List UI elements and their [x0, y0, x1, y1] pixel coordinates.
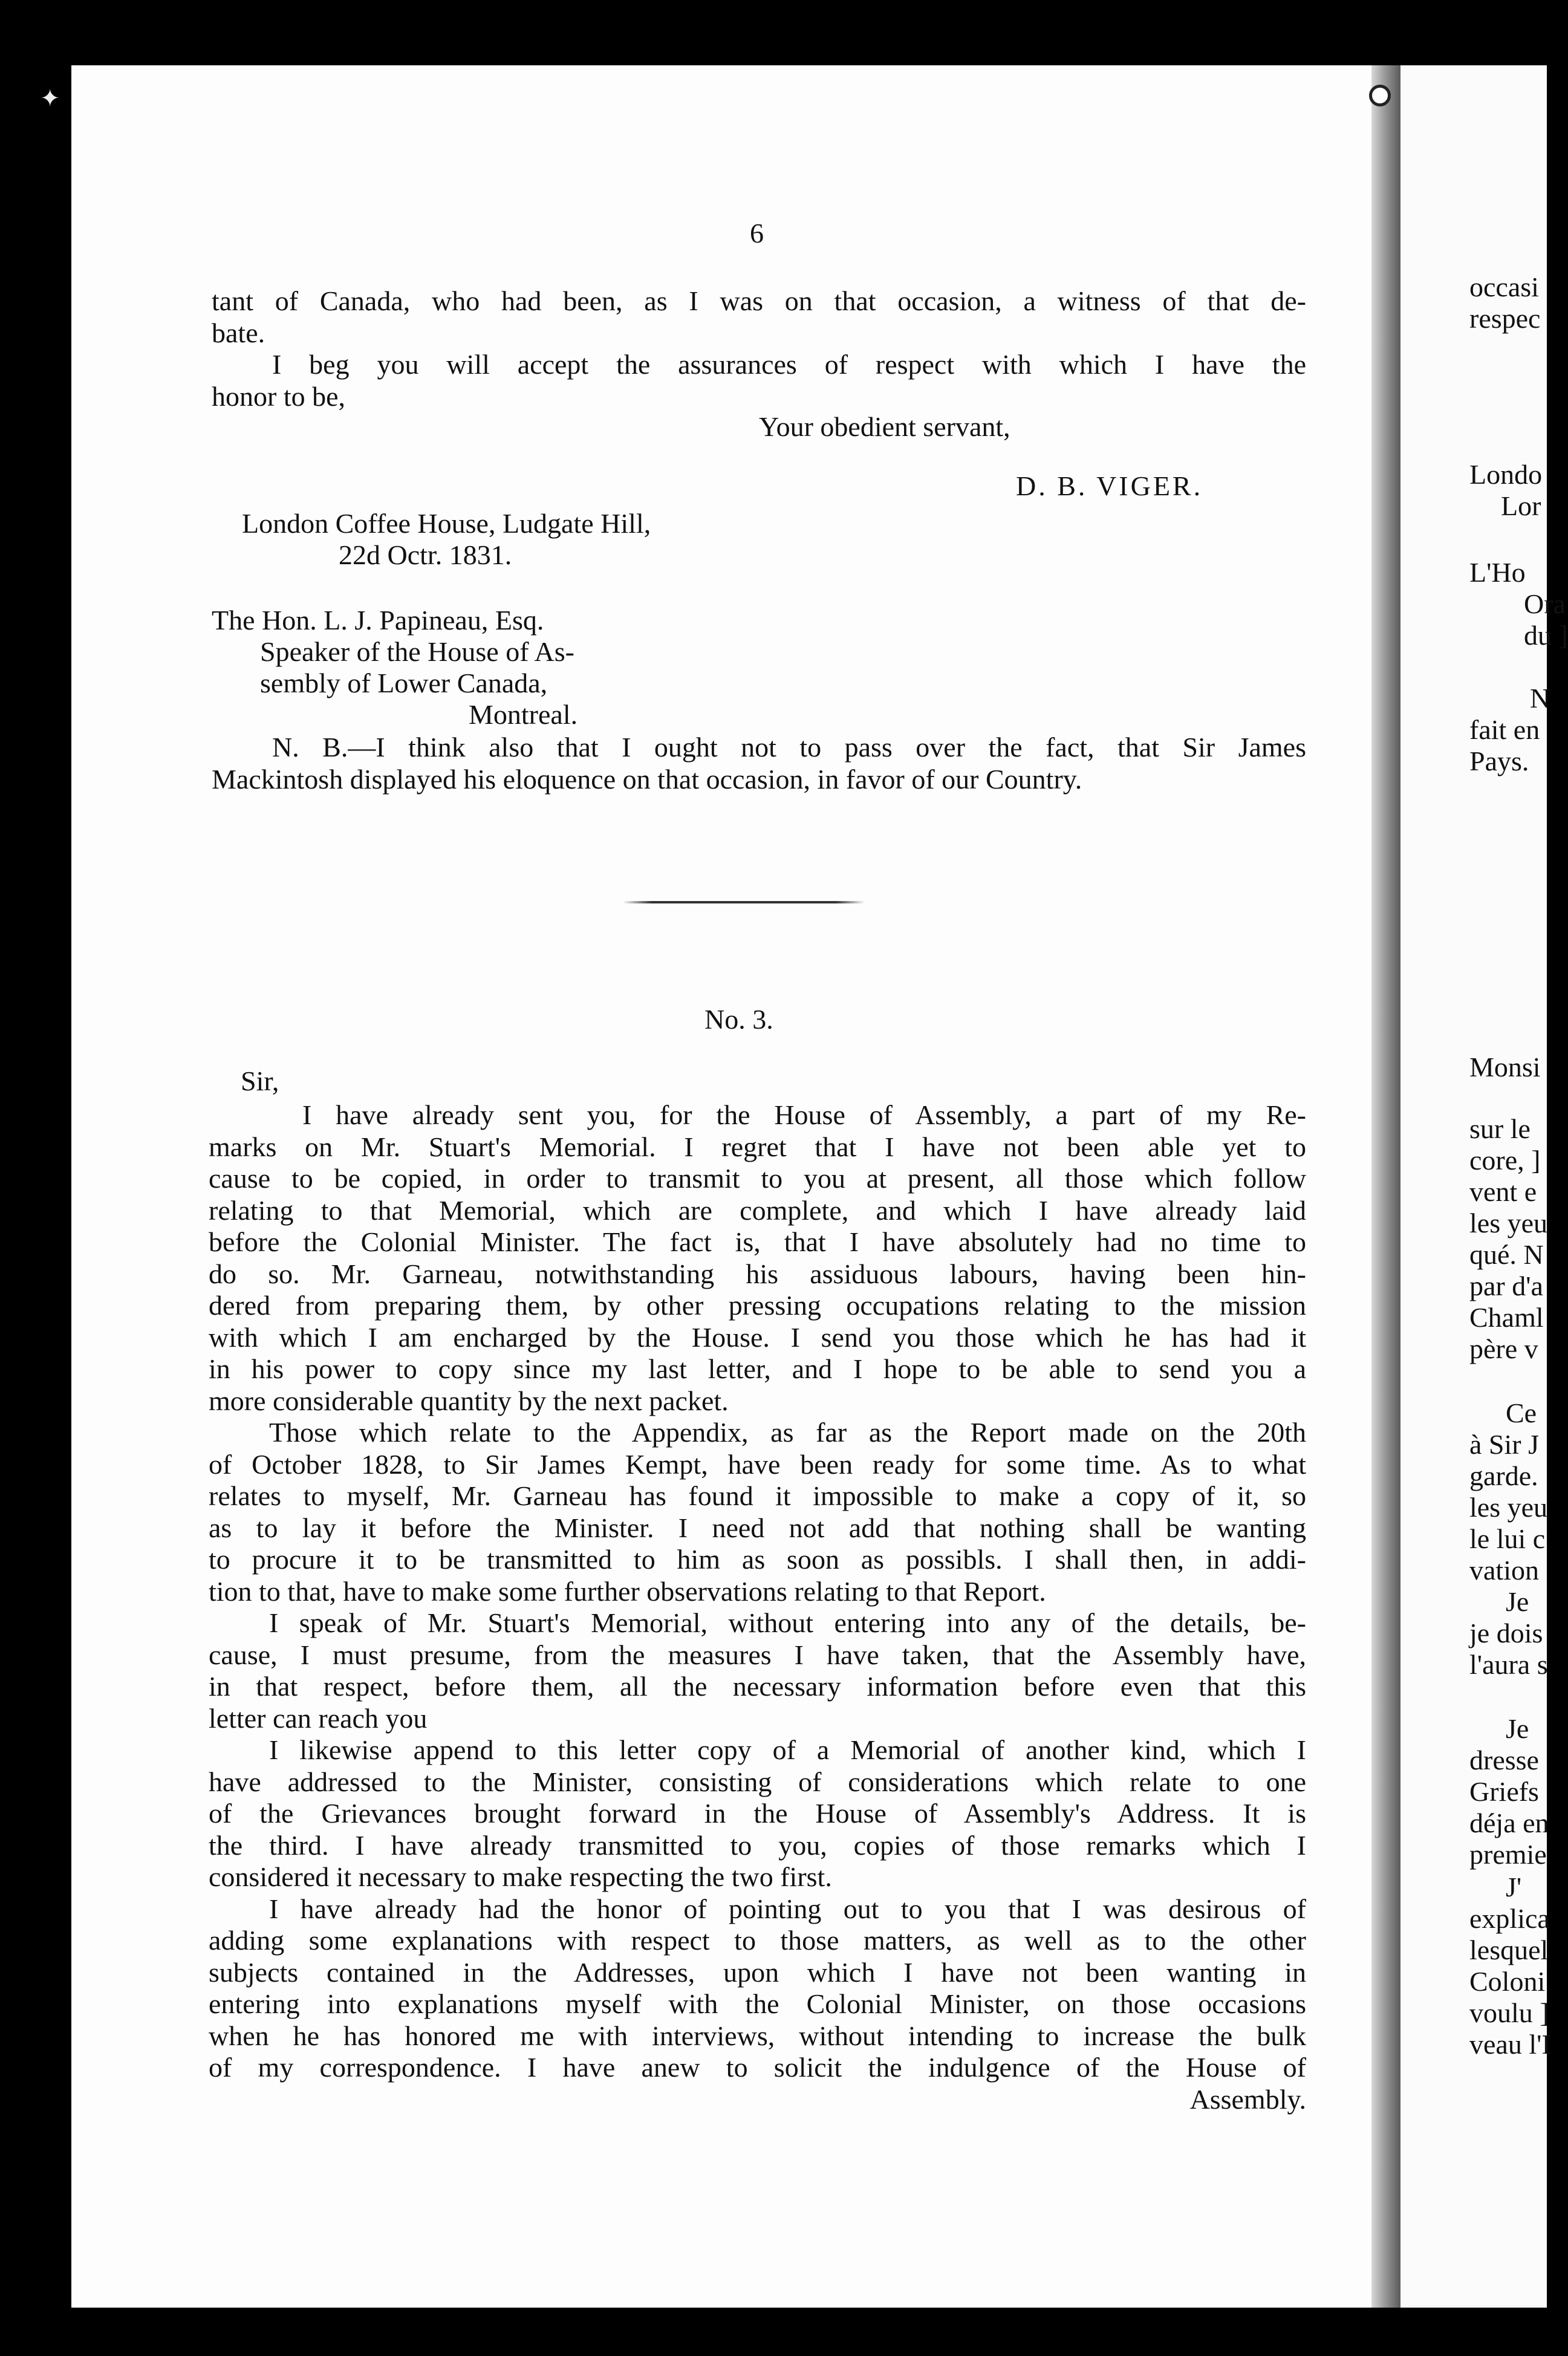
- right-page-fragment: Monsi: [1469, 1052, 1541, 1082]
- right-page-fragment: occasi: [1469, 272, 1539, 302]
- right-page-fragment: le lui c: [1469, 1523, 1546, 1554]
- text-line: with which I am encharged by the House. I send you those which he has had it: [209, 1321, 1306, 1353]
- text-line: bate.: [212, 317, 265, 348]
- text-line: honor to be,: [212, 380, 346, 412]
- letter-closing: Your obedient servant,: [759, 411, 1010, 442]
- text-line: considered it necessary to make respecting the two first.: [209, 1861, 832, 1892]
- letter-place: London Coffee House, Ludgate Hill,: [242, 508, 651, 539]
- continuation-word: Assembly.: [1189, 2083, 1306, 2115]
- right-page-fragment: je dois: [1469, 1618, 1543, 1648]
- right-page-fragment: l'aura s: [1469, 1649, 1548, 1680]
- right-page-fragment: vation: [1469, 1555, 1539, 1586]
- right-page-fragment: Chaml: [1469, 1302, 1544, 1333]
- text-line: I likewise append to this letter copy of a Memorial of another kind, which I: [269, 1734, 1306, 1765]
- binding-hole-icon: [1369, 85, 1391, 106]
- right-page-fragment: qué. N: [1469, 1239, 1544, 1270]
- text-line: letter can reach you: [209, 1702, 428, 1734]
- text-line: of the Grievances brought forward in the House of Assembly's Address. It is: [209, 1798, 1306, 1829]
- right-page-fragment: dresse: [1469, 1745, 1539, 1775]
- text-line: relating to that Memorial, which are complete, and which I have already laid: [209, 1194, 1306, 1226]
- text-line: entering into explanations myself with the Colonial Minister, on those occasions: [209, 1988, 1306, 2019]
- right-page-fragment: par d'a: [1469, 1271, 1543, 1301]
- text-line: marks on Mr. Stuart's Memorial. I regret that I have not been able yet to: [209, 1131, 1306, 1162]
- text-line: N. B.—I think also that I ought not to pass over the fact, that Sir James: [272, 732, 1306, 763]
- text-line: of my correspondence. I have anew to solicit the indulgence of the House of: [209, 2052, 1306, 2083]
- text-line: to procure it to be transmitted to him as soon as possibls. I shall then, in addi-: [209, 1544, 1306, 1575]
- right-page-fragment: déja en: [1469, 1808, 1549, 1838]
- right-page-fragment: lesquel: [1469, 1935, 1549, 1965]
- right-page-fragment: Ce: [1506, 1398, 1537, 1428]
- text-line: do so. Mr. Garneau, notwithstanding his assiduous labours, having been hin-: [209, 1258, 1306, 1289]
- right-page-fragment: N: [1530, 683, 1550, 714]
- nota-bene: [212, 732, 1306, 795]
- letter-date: 22d Octr. 1831.: [339, 539, 512, 570]
- text-line: relates to myself, Mr. Garneau has found it impossible to make a copy of it, so: [209, 1480, 1306, 1511]
- right-page-fragment: core, ]: [1469, 1145, 1541, 1176]
- right-page-fragment: garde.: [1469, 1460, 1538, 1491]
- page-number: 6: [750, 218, 764, 249]
- right-page-fragment: explica: [1469, 1903, 1550, 1934]
- text-line: before the Colonial Minister. The fact is, that I have absolutely had no time to: [209, 1226, 1306, 1257]
- right-page-fragment: père v: [1469, 1333, 1538, 1364]
- right-page-fragment: J': [1506, 1872, 1522, 1902]
- text-line: as to lay it before the Minister. I need not add that nothing shall be wanting: [209, 1512, 1306, 1543]
- right-page-fragment: L'Ho: [1469, 557, 1526, 588]
- paragraph: [209, 1099, 1306, 2115]
- right-page-fragment: voulu ]: [1469, 1997, 1549, 2028]
- text-line: in that respect, before them, all the necessary information before even that this: [209, 1671, 1306, 1702]
- right-page-fragment: Pays.: [1469, 746, 1529, 776]
- letter-end-body: [212, 285, 1306, 412]
- text-line: Those which relate to the Appendix, as far as the Report made on the 20th: [269, 1417, 1306, 1448]
- text-line: the third. I have already transmitted to you, copies of those remarks which I: [209, 1829, 1306, 1861]
- section-divider: [623, 901, 865, 903]
- text-line: dered from preparing them, by other pressing occupations relating to the mission: [209, 1290, 1306, 1321]
- right-page-fragment: les yeu: [1469, 1208, 1548, 1238]
- letter-signature: D. B. VIGER.: [1016, 470, 1203, 501]
- text-line: have addressed to the Minister, consisting of considerations which relate to one: [209, 1766, 1306, 1797]
- right-page-fragment: Je: [1506, 1713, 1529, 1744]
- text-line: I have already sent you, for the House of Assembly, a part of my Re-: [302, 1099, 1306, 1130]
- addressee-line: Montreal.: [469, 699, 578, 730]
- right-page-fragment: fait en: [1469, 714, 1540, 745]
- text-line: I speak of Mr. Stuart's Memorial, without entering into any of the details, be-: [269, 1607, 1306, 1638]
- text-line: Mackintosh displayed his eloquence on that occasion, in favor of our Country.: [212, 763, 1082, 795]
- right-page-fragment: Coloni: [1469, 1966, 1546, 1997]
- text-line: tant of Canada, who had been, as I was on that occasion, a witness of that de-: [212, 285, 1306, 316]
- letter-heading: No. 3.: [704, 1004, 773, 1035]
- right-page-fragment: à Sir J: [1469, 1429, 1539, 1460]
- right-page-fragment: Ora: [1524, 588, 1566, 619]
- letter-salutation: Sir,: [241, 1066, 279, 1096]
- text-line: of October 1828, to Sir James Kempt, have been ready for some time. As to what: [209, 1448, 1306, 1480]
- text-line: cause, I must presume, from the measures I have taken, that the Assembly have,: [209, 1639, 1306, 1670]
- text-line: in his power to copy since my last letter, and I hope to be able to send you a: [209, 1353, 1306, 1384]
- addressee-line: Speaker of the House of As-: [260, 636, 574, 667]
- right-page-fragment: Londo: [1469, 459, 1543, 490]
- right-page-fragment: veau l'I: [1469, 2029, 1551, 2060]
- right-page-fragment: vent e: [1469, 1176, 1537, 1207]
- right-page-fragment: les yeu: [1469, 1492, 1548, 1523]
- text-line: adding some explanations with respect to those matters, as well as to the other: [209, 1925, 1306, 1956]
- right-page-fragment: Griefs: [1469, 1776, 1539, 1807]
- right-page-fragment: du ]: [1524, 620, 1568, 651]
- text-line: subjects contained in the Addresses, upon which I have not been wanting in: [209, 1956, 1306, 1988]
- right-page-fragment: Je: [1506, 1586, 1529, 1617]
- right-page-fragment: sur le: [1469, 1113, 1531, 1144]
- addressee-line: The Hon. L. J. Papineau, Esq.: [212, 605, 544, 636]
- addressee-line: sembly of Lower Canada,: [260, 668, 548, 698]
- text-line: tion to that, have to make some further observations relating to that Report.: [209, 1575, 1046, 1607]
- right-page-fragment: Lor: [1501, 490, 1541, 521]
- text-line: cause to be copied, in order to transmit to you at present, all those which follow: [209, 1163, 1306, 1194]
- right-page-fragment: premie: [1469, 1839, 1547, 1870]
- right-page-fragment: respec: [1469, 303, 1541, 334]
- text-line: when he has honored me with interviews, without intending to increase the bulk: [209, 2020, 1306, 2051]
- text-line: I beg you will accept the assurances of respect with which I have the: [272, 349, 1306, 380]
- text-line: I have already had the honor of pointing out to you that I was desirous of: [269, 1893, 1306, 1924]
- text-line: more considerable quantity by the next packet.: [209, 1385, 729, 1416]
- book-gutter: [1371, 65, 1400, 2308]
- scan-mark-icon: ✦: [40, 85, 60, 112]
